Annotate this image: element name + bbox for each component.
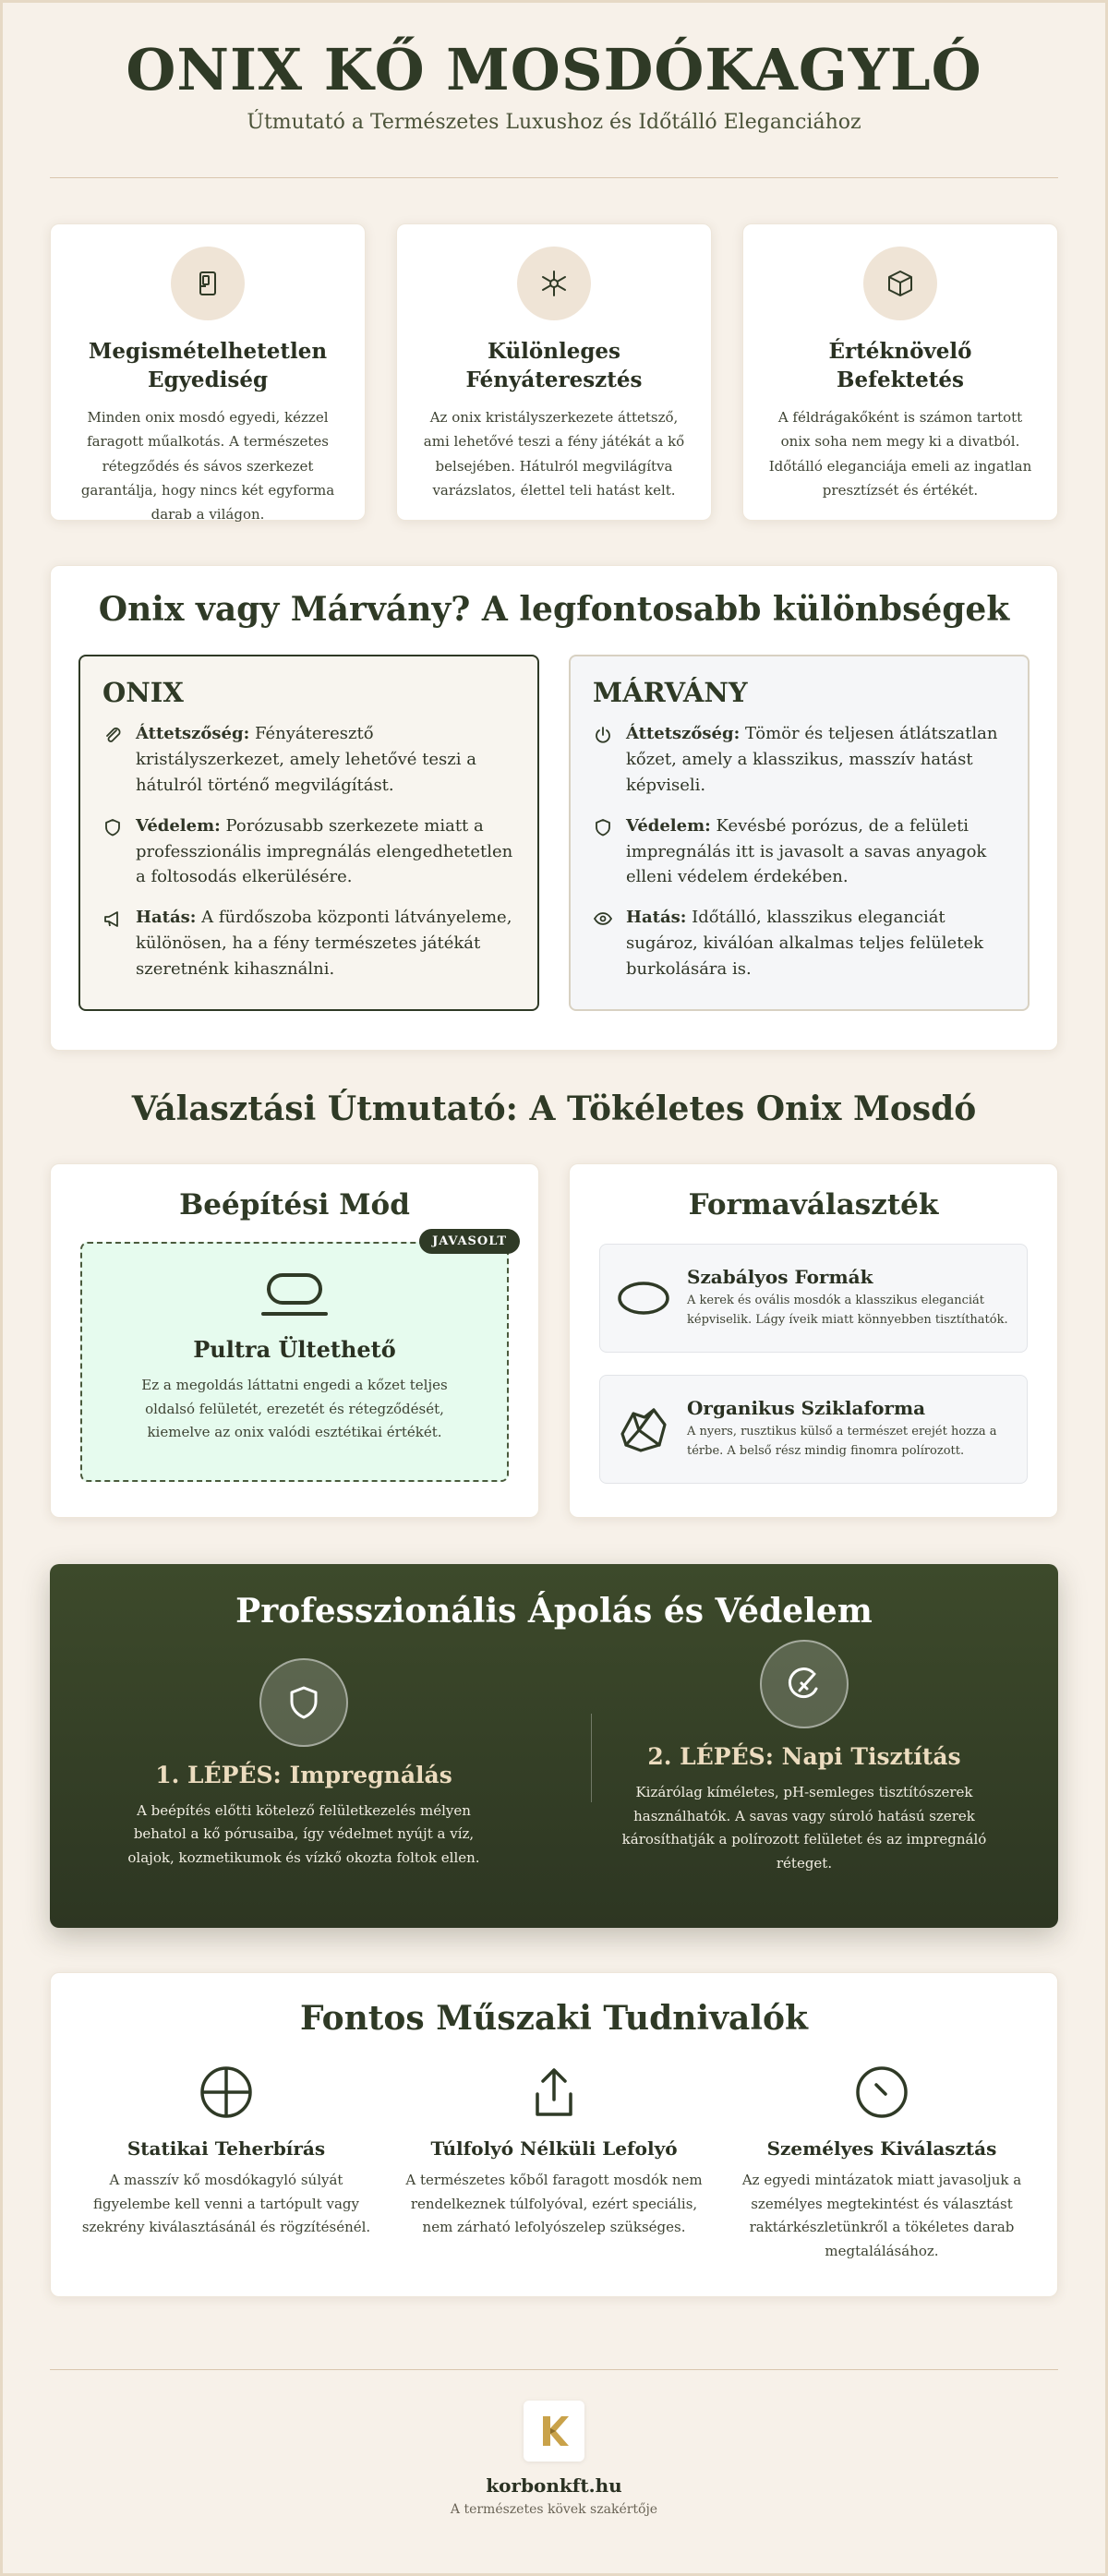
shapes-card <box>569 1163 1058 1518</box>
tech-item-title: Túlfolyó Nélküli Lefolyó <box>430 2137 678 2160</box>
guide-section <box>50 1163 1058 1518</box>
page-subtitle: Útmutató a Természetes Luxushoz és Időtálló Eleganciához <box>247 111 861 135</box>
guide-title: Választási Útmutató: A Tökéletes Onix Mosdó <box>131 1089 977 1128</box>
shield-icon <box>593 817 615 891</box>
care-step-impregnation <box>87 1658 521 1871</box>
rock-icon <box>617 1402 670 1456</box>
tech-item-drain <box>397 2064 711 2263</box>
cleaning-icon <box>760 1640 849 1728</box>
tech-title: Fontos Műszaki Tudnivalók <box>300 1999 808 2038</box>
ellipse-icon <box>617 1280 670 1317</box>
header <box>50 36 1058 135</box>
care-step-cleaning <box>587 1640 1021 1875</box>
feature-card-translucency <box>396 223 712 521</box>
onix-item-translucency: Áttetszőség: Fényáteresztő kristályszerkezet, amely lehetővé teszi a hátulról történő megvilágítást. <box>102 721 515 799</box>
option-text: Ez a megoldás láttatni engedi a kőzet teljes oldalsó felületét, erezetét és rétegződését, kiemelve az onix valódi esztétikai értékét. <box>141 1377 448 1440</box>
feature-title: Értéknövelő Befektetés <box>828 339 972 393</box>
tech-item-title: Statikai Teherbírás <box>126 2137 326 2160</box>
tech-section <box>50 1972 1058 2297</box>
shape-text: A nyers, rusztikus külső a természet erejét hozza a térbe. A belső rész mindig finomra polírozott. <box>687 1425 997 1458</box>
megaphone-icon <box>102 909 125 982</box>
care-step-title: 1. LÉPÉS: Impregnálás <box>155 1761 452 1788</box>
shape-title: Szabályos Formák <box>687 1266 873 1289</box>
brand-logo[interactable] <box>524 2401 584 2462</box>
feature-card-investment <box>742 223 1058 521</box>
onix-item-effect: Hatás: A fürdőszoba központi látványeleme, különösen, ha a fény természetes játékát szeretnénk kihasználni. <box>102 905 515 982</box>
footer-brand[interactable]: korbonkft.hu <box>486 2474 622 2497</box>
sparkle-icon <box>517 247 591 320</box>
marble-heading: MÁRVÁNY <box>593 677 748 708</box>
shape-item-regular <box>599 1244 1028 1353</box>
onix-heading: ONIX <box>102 677 184 708</box>
tech-item-title: Személyes Kiválasztás <box>766 2137 997 2160</box>
feature-title: Megismételhetetlen Egyediség <box>88 339 328 393</box>
care-step-title: 2. LÉPÉS: Napi Tisztítás <box>647 1743 961 1770</box>
footer <box>50 2401 1058 2517</box>
recommended-option <box>80 1234 509 1482</box>
shape-item-organic <box>599 1375 1028 1484</box>
installation-heading: Beépítési Mód <box>179 1188 410 1222</box>
eye-icon <box>593 909 615 982</box>
shape-title: Organikus Sziklaforma <box>687 1397 926 1420</box>
care-divider <box>591 1714 592 1802</box>
tech-item-selection <box>725 2064 1039 2263</box>
tech-item-load <box>69 2064 383 2263</box>
care-title: Professzionális Ápolás és Védelem <box>235 1592 873 1631</box>
footer-divider <box>50 2369 1058 2370</box>
shield-icon <box>102 817 125 891</box>
option-title: Pultra Ültethető <box>193 1336 396 1363</box>
care-section <box>50 1564 1058 1928</box>
shield-icon <box>259 1658 348 1747</box>
recommended-badge: JAVASOLT <box>419 1229 520 1254</box>
comparison-section <box>50 565 1058 1051</box>
feature-text: Az onix kristályszerkezete áttetsző, ami lehetővé teszi a fény játékát a kő belsejében. Hátulról megvilágítva varázslatos, élettel teli hatást kelt. <box>423 409 685 499</box>
marble-item-translucency: Áttetszőség: Tömör és teljesen átlátszatlan kőzet, amely a klasszikus, masszív hatást képviseli. <box>593 721 1006 799</box>
shape-text: A kerek és ovális mosdók a klasszikus eleganciát képviselik. Lágy íveik miatt könnyebben tisztíthatók. <box>687 1294 1008 1327</box>
countertop-basin-icon <box>259 1306 330 1323</box>
page-title: ONIX KŐ MOSDÓKAGYLÓ <box>126 36 982 103</box>
load-icon <box>69 2064 383 2121</box>
paperclip-icon <box>102 725 125 799</box>
marble-column <box>569 655 1030 1011</box>
selection-icon <box>725 2064 1039 2121</box>
drain-icon <box>397 2064 711 2121</box>
footer-tagline: A természetes kövek szakértője <box>450 2502 658 2517</box>
tech-item-text: A masszív kő mosdókagyló súlyát figyelembe kell venni a tartópult vagy szekrény kiválasztásánál és rögzítésénél. <box>81 2172 371 2235</box>
comparison-title: Onix vagy Márvány? A legfontosabb különbségek <box>98 590 1010 629</box>
feature-cards <box>50 223 1058 524</box>
marble-item-effect: Hatás: Időtálló, klasszikus eleganciát sugároz, kiválóan alkalmas teljes felületek burkolására is. <box>593 905 1006 982</box>
feature-title: Különleges Fényáteresztés <box>465 339 643 393</box>
marble-item-protection: Védelem: Kevésbé porózus, de a felületi impregnálás itt is javasolt a savas anyagok elleni védelem érdekében. <box>593 813 1006 891</box>
onix-item-protection: Védelem: Porózusabb szerkezete miatt a professzionális impregnálás elengedhetetlen a foltosodás elkerülésére. <box>102 813 515 891</box>
tech-item-text: Az egyedi mintázatok miatt javasoljuk a személyes megtekintést és választást raktárkészletünkről a tökéletes darab megtalálásához. <box>741 2172 1022 2259</box>
feature-card-uniqueness <box>50 223 366 524</box>
tech-item-text: A természetes kőből faragott mosdók nem rendelkeznek túlfolyóval, ezért speciális, nem zárható lefolyószelep szükséges. <box>405 2172 703 2235</box>
installation-card <box>50 1163 539 1518</box>
header-divider <box>50 177 1058 178</box>
shapes-heading: Formaválaszték <box>688 1188 939 1222</box>
onix-column <box>78 655 539 1011</box>
power-icon <box>593 725 615 799</box>
feature-text: Minden onix mosdó egyedi, kézzel faragott műalkotás. A természetes rétegződés és sávos szerkezet garantálja, hogy nincs két egyforma darab a világon. <box>80 409 335 524</box>
cube-icon <box>863 247 937 320</box>
care-step-text: Kizárólag kíméletes, pH-semleges tisztítószerek használhatók. A savas vagy súroló hatású szerek károsíthatják a polírozott felületet és az impregnáló réteget. <box>621 1784 987 1872</box>
feature-text: A féldrágakőként is számon tartott onix soha nem megy ki a divatból. Időtálló eleganciája emeli az ingatlan presztízsét és értékét. <box>768 409 1032 499</box>
design-icon <box>171 247 245 320</box>
care-step-text: A beépítés előtti kötelező felületkezelés mélyen behatol a kő pórusaiba, így védelmet nyújt a víz, olajok, kozmetikumok és vízkő okozta foltok ellen. <box>127 1801 480 1866</box>
